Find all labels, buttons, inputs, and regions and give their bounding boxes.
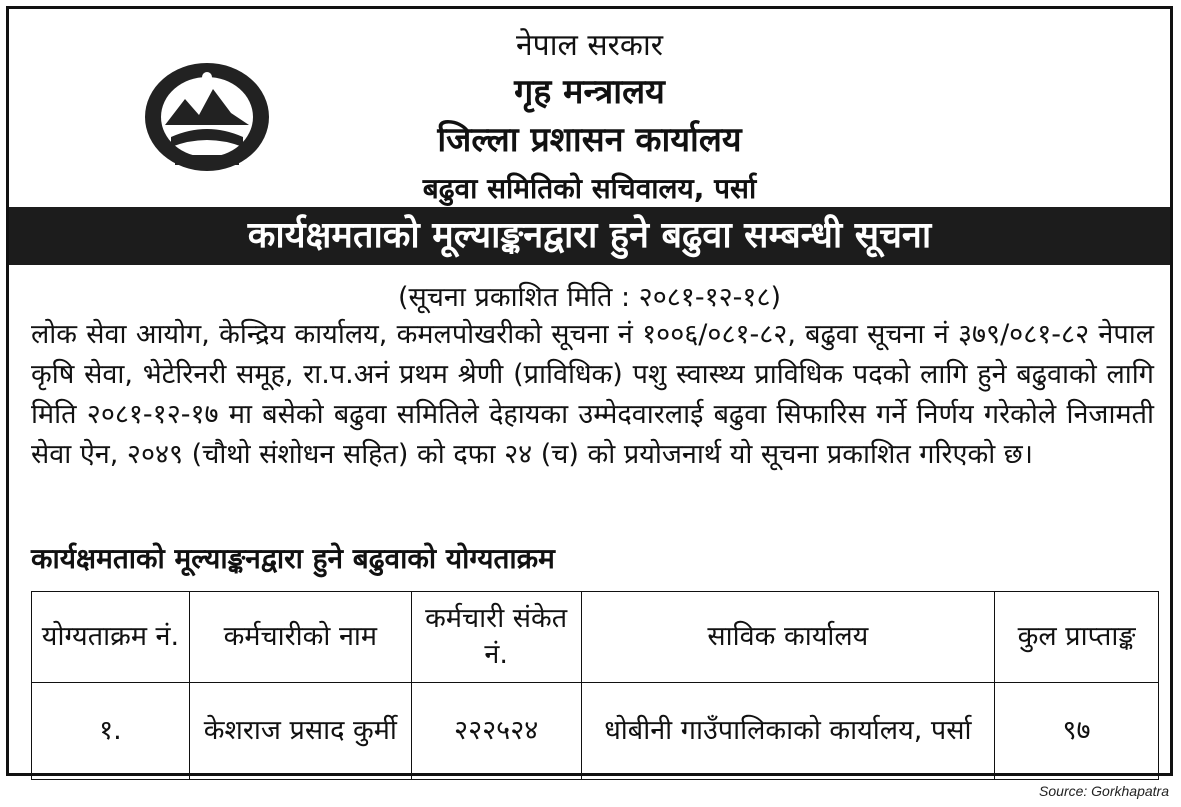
ministry-name: गृह मन्त्रालय [514, 72, 665, 112]
published-date: (सूचना प्रकाशित मिति : २०८१-१२-१८) [397, 282, 782, 313]
notice-header [9, 9, 1170, 209]
table-row [32, 683, 1159, 780]
col-header-code: कर्मचारी संकेत नं. [411, 592, 581, 683]
col-header-score: कुल प्राप्ताङ्क [995, 592, 1159, 683]
cell-name: केशराज प्रसाद कुर्मी [189, 683, 411, 780]
cell-office: धोबीनी गाउँपालिकाको कार्यालय, पर्सा [581, 683, 995, 780]
col-header-rank: योग्यताक्रम नं. [32, 592, 190, 683]
cell-rank: १. [32, 683, 190, 780]
col-header-office: साविक कार्यालय [581, 592, 995, 683]
office-name: जिल्ला प्रशासन कार्यालय [437, 120, 742, 160]
government-name: नेपाल सरकार [516, 28, 663, 63]
notice-frame [6, 6, 1173, 776]
cell-code: २२२५२४ [411, 683, 581, 780]
table-header-row [32, 592, 1159, 683]
source-credit: Source: Gorkhapatra [1039, 783, 1169, 799]
col-header-name: कर्मचारीको नाम [189, 592, 411, 683]
cell-score: ९७ [995, 683, 1159, 780]
secretariat-name: बढुवा समितिको सचिवालय, पर्सा [422, 172, 757, 205]
notice-body: लोक सेवा आयोग, केन्द्रिय कार्यालय, कमलपोखरीको सूचना नं १००६/०८१-८२, बढुवा सूचना नं ३७९/०८१-८२ नेपाल कृषि सेवा, भेटेरिनरी समूह, रा.प.अनं प्रथम श्रेणी (प्राविधिक) पशु स्वास्थ्य प्राविधिक पदको लागि हुने बढुवाको लागि मिति २०८१-१२-१७ मा बसेको बढुवा समितिले देहायका उम्मेदवारलाई बढुवा सिफारिस गर्ने निर्णय गरेकोले निजामती सेवा ऐन, २०४९ (चौथो संशोधन सहित) को दफा २४ (च) को प्रयोजनार्थ यो सूचना प्रकाशित गरिएको छ। [31, 319, 1154, 470]
notice-title: कार्यक्षमताको मूल्याङ्कनद्वारा हुने बढुवा सम्बन्धी सूचना [9, 207, 1170, 265]
merit-table [31, 591, 1159, 780]
merit-list-heading: कार्यक्षमताको मूल्याङ्कनद्वारा हुने बढुवाको योग्यताक्रम [31, 542, 555, 575]
